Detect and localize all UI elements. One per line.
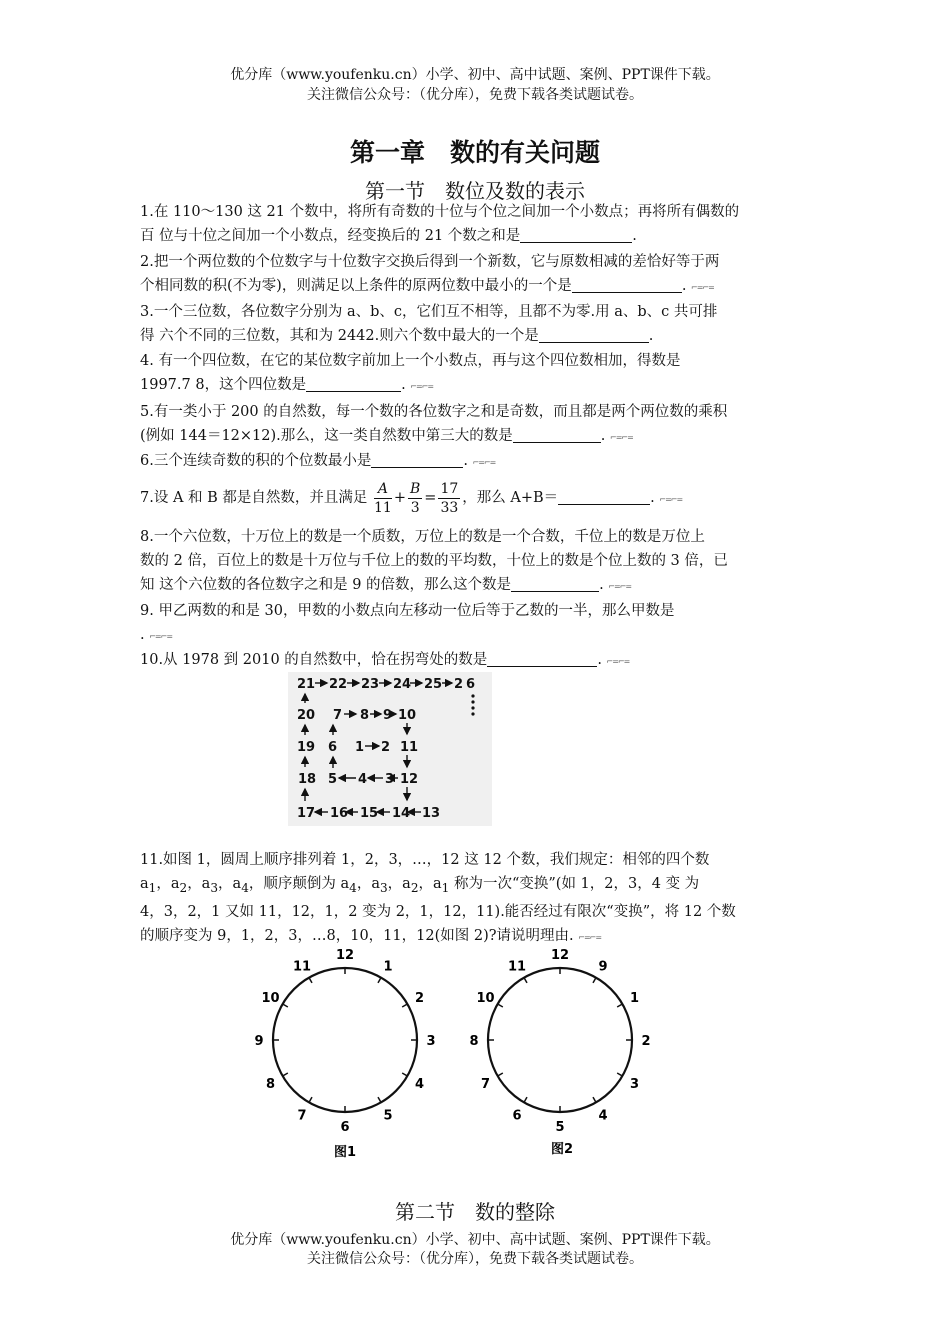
spiral-number: 24: [393, 677, 412, 692]
header-line-2: 关注微信公众号：（优分库），免费下载各类试题试卷。: [307, 87, 643, 103]
answer-blank: [511, 575, 599, 592]
spiral-number: 25: [424, 677, 443, 692]
tick-mark: [524, 978, 527, 983]
spiral-number: 16: [330, 806, 349, 821]
section-1-title: 第一节 数位及数的表示: [365, 179, 585, 203]
circle-figures: [240, 940, 680, 1165]
circle-label: 5: [383, 1108, 393, 1124]
answer-blank: [572, 276, 682, 293]
circle-label: 9: [598, 959, 608, 975]
circle-label: 6: [512, 1108, 522, 1124]
q2-text: 个相同数的积(不为零)，则满足以上条件的原两位数中最小的一个是: [140, 278, 572, 294]
tick-mark: [593, 1097, 596, 1102]
q11-line-2: $a_1$，$a_2$，$a_3$，$a_4$，顺序颠倒为 $a_4$，$a_3$，$a_2$，$a_1$ 称为一次“变换”(如 1，2，3，4 变 为: [140, 876, 700, 895]
spiral-number: 23: [361, 677, 380, 692]
question-2: [140, 250, 812, 300]
q2-end: .: [681, 278, 687, 294]
circle-label: 1: [629, 991, 640, 1006]
answer-blank: [487, 650, 597, 667]
circle-outline: [273, 968, 417, 1112]
q7-text-2: ，那么 A+B＝: [462, 490, 559, 506]
q7-text: 7.设 A 和 B 都是自然数，并且满足: [140, 490, 368, 506]
q7-end: .: [650, 490, 655, 506]
spiral-number: 19: [297, 740, 316, 755]
question-11: [140, 848, 812, 950]
plus-sign: +: [393, 490, 406, 506]
spiral-number: 13: [422, 806, 441, 821]
q10-text: 10.从 1978 到 2010 的自然数中，恰在拐弯处的数是: [140, 652, 488, 668]
footer-line-1: 优分库（www.youfenku.cn）小学、初中、高中试题、案例、PPT课件下载。: [230, 1232, 720, 1248]
answer-blank: [306, 375, 401, 392]
spiral-number: 7: [333, 708, 343, 723]
q11-line-3: 4，3，2，1 又如 11，12，1，2 变为 2，1，12，11).能否经过有限次“变换”，将 12 个数: [140, 903, 736, 920]
circle-label: 3: [629, 1077, 640, 1092]
q2-line-1: 2.把一个两位数的个位数字与十位数字交换后得到一个新数，它与原数相减的差恰好等于两: [140, 254, 720, 270]
q1-text: 百 位与十位之间加一个小数点，经变换后的 21 个数之和是: [140, 228, 521, 244]
q4-text: 1997.7 8，这个四位数是: [140, 377, 307, 393]
tick-mark: [283, 1004, 288, 1007]
tick-mark: [402, 1073, 407, 1076]
question-10: [140, 648, 812, 674]
circle-label: 12: [550, 948, 570, 963]
edit-mark: ⌐=⌐=: [149, 632, 173, 641]
edit-mark: ⌐=⌐=: [472, 458, 496, 467]
q1-end: .: [632, 228, 637, 244]
q1-line-1: 1.在 110～130 这 21 个数中，将所有奇数的十位与个位之间加一个小数点；再将所有偶数的: [140, 204, 740, 220]
edit-mark: ⌐=⌐=: [410, 382, 434, 391]
footer-line-2: 关注微信公众号：（优分库），免费下载各类试题试卷。: [307, 1251, 643, 1267]
q1-line-2: [140, 224, 812, 248]
q5-text: (例如 144＝12×12).那么，这一类自然数中第三大的数是: [140, 428, 513, 444]
spiral-number: 18: [298, 772, 317, 787]
q5-line-2: [140, 424, 812, 450]
edit-mark: ⌐=⌐=: [608, 582, 632, 591]
question-9: [140, 599, 812, 649]
spiral-number: 12: [400, 772, 419, 787]
edit-mark: ⌐=⌐=: [659, 495, 683, 504]
q6-text: 6.三个连续奇数的积的个位数最小是: [140, 453, 372, 469]
question-5: [140, 400, 812, 450]
answer-blank: [539, 326, 649, 343]
circle-label: 7: [297, 1108, 307, 1124]
edit-mark: ⌐=⌐=: [578, 932, 602, 942]
question-4: [140, 349, 812, 399]
header-line-1: 优分库（www.youfenku.cn）小学、初中、高中试题、案例、PPT课件下载。: [230, 67, 720, 83]
q8-text: 知 这个六位数的各位数字之和是 9 的倍数，那么这个数是: [140, 577, 512, 593]
spiral-number: 14: [392, 806, 411, 821]
circle-label: 4: [414, 1077, 425, 1092]
figure-2: [469, 948, 650, 1135]
section-2-title: 第二节 数的整除: [395, 1200, 555, 1224]
spiral-number: 22: [329, 677, 348, 692]
figure-2-caption: 图2: [550, 1142, 574, 1157]
spiral-number: 3: [385, 772, 395, 787]
spiral-number: 6: [328, 740, 338, 755]
spiral-number: 17: [297, 806, 316, 821]
circle-label: 11: [292, 959, 312, 975]
tick-mark: [498, 1004, 503, 1007]
tick-mark: [378, 978, 381, 983]
circle-label: 2: [414, 991, 425, 1006]
spiral-number: 4: [358, 772, 368, 787]
fraction-a-over-11: $\frac{A}{11}$: [374, 480, 392, 516]
circle-label: 2: [641, 1034, 651, 1049]
circle-label: 8: [265, 1077, 276, 1092]
q9-end: .: [140, 627, 145, 643]
q6-line-1: [140, 449, 812, 475]
circle-label: 12: [335, 948, 355, 963]
q2-line-2: [140, 274, 812, 300]
question-8: [140, 525, 812, 599]
tick-mark: [498, 1073, 503, 1076]
edit-mark: ⌐=⌐=: [609, 433, 633, 442]
circle-label: 1: [383, 959, 393, 975]
q8-line-2: 数的 2 倍，百位上的数是十万位与千位上的数的平均数，十位上的数是个位上数的 3 倍，已: [140, 553, 728, 569]
spiral-number: 10: [398, 708, 417, 723]
tick-mark: [617, 1004, 622, 1007]
tick-mark: [593, 978, 596, 983]
circle-label: 5: [555, 1120, 565, 1135]
circle-label: 8: [469, 1034, 479, 1049]
spiral-number: 21: [297, 677, 316, 692]
circle-label: 10: [476, 991, 495, 1006]
q9-line-2: [140, 623, 812, 649]
q8-line-3: [140, 573, 812, 599]
answer-blank: [371, 451, 463, 468]
q5-end: .: [600, 428, 606, 444]
answer-blank: [513, 426, 601, 443]
edit-mark: ⌐=⌐=: [691, 283, 714, 292]
question-6: [140, 449, 812, 475]
equals-sign: =: [424, 490, 437, 506]
spiral-number: 20: [297, 708, 316, 723]
spiral-number: 15: [360, 806, 379, 821]
circle-label: 10: [261, 991, 280, 1006]
circle-label: 7: [480, 1077, 491, 1092]
tick-mark: [283, 1073, 288, 1076]
answer-blank: [558, 488, 650, 505]
q5-line-1: 5.有一类小于 200 的自然数，每一个数的各位数字之和是奇数，而且都是两个两位数的乘积: [140, 404, 728, 420]
tick-mark: [309, 978, 312, 983]
q4-line-2: [140, 373, 812, 399]
q11-text: 的顺序变为 9，1，2，3，…8，10，11，12(如图 2)?请说明理由.: [140, 927, 574, 944]
q8-end: .: [599, 577, 604, 593]
q11-line-1: 11.如图 1，圆周上顺序排列着 1，2，3，…，12 这 12 个数，我们规定：相邻的四个数: [140, 852, 710, 868]
q3-text: 得 六个不同的三位数，其和为 2442.则六个数中最大的一个是: [140, 328, 539, 344]
question-1: [140, 200, 812, 248]
question-3: [140, 300, 812, 348]
q9-line-1: 9. 甲乙两数的和是 30，甲数的小数点向左移动一位后等于乙数的一半，那么甲数是: [140, 603, 675, 619]
circle-label: 4: [598, 1108, 608, 1124]
spiral-number: 6: [466, 677, 476, 692]
q6-end: .: [463, 453, 468, 469]
spiral-number: 9: [383, 708, 393, 723]
q3-end: .: [648, 328, 654, 344]
spiral-number: 11: [400, 740, 419, 755]
spiral-number: 5: [328, 772, 338, 787]
q3-line-1: 3.一个三位数，各位数字分别为 a、b、c，它们互不相等，且都不为零.用 a、b、c 共可排: [140, 304, 718, 320]
q8-line-1: 8.一个六位数，十万位上的数是一个质数，万位上的数是一个合数，千位上的数是万位上: [140, 529, 705, 545]
spiral-number-figure: [288, 672, 492, 826]
figure-1: [254, 948, 435, 1135]
tick-mark: [402, 1004, 407, 1007]
chapter-title: 第一章 数的有关问题: [349, 138, 600, 167]
circle-outline: [488, 968, 632, 1112]
spiral-number: 2: [454, 677, 464, 692]
q10-line-1: [140, 648, 812, 674]
spiral-number: 1: [355, 740, 365, 755]
q4-line-1: 4. 有一个四位数，在它的某位数字前加上一个小数点，再与这个四位数相加，得数是: [140, 353, 681, 369]
figure-1-caption: 图1: [333, 1145, 357, 1160]
tick-mark: [617, 1073, 622, 1076]
q10-end: .: [597, 652, 602, 668]
fraction-b-over-3: $\frac{B}{3}$: [410, 480, 421, 516]
circle-label: 3: [426, 1034, 436, 1049]
question-7: [140, 474, 812, 524]
tick-mark: [524, 1097, 527, 1102]
circle-label: 6: [340, 1120, 350, 1135]
answer-blank: [520, 226, 632, 243]
edit-mark: ⌐=⌐=: [606, 657, 630, 666]
circle-label: 11: [507, 959, 527, 975]
q3-line-2: [140, 324, 812, 348]
q4-end: .: [401, 377, 406, 393]
fraction-17-over-33: $\frac{17}{33}$: [440, 480, 459, 516]
tick-mark: [309, 1097, 312, 1102]
spiral-number: 8: [360, 708, 370, 723]
tick-mark: [378, 1097, 381, 1102]
spiral-number: 2: [381, 740, 391, 755]
circle-label: 9: [254, 1034, 264, 1049]
